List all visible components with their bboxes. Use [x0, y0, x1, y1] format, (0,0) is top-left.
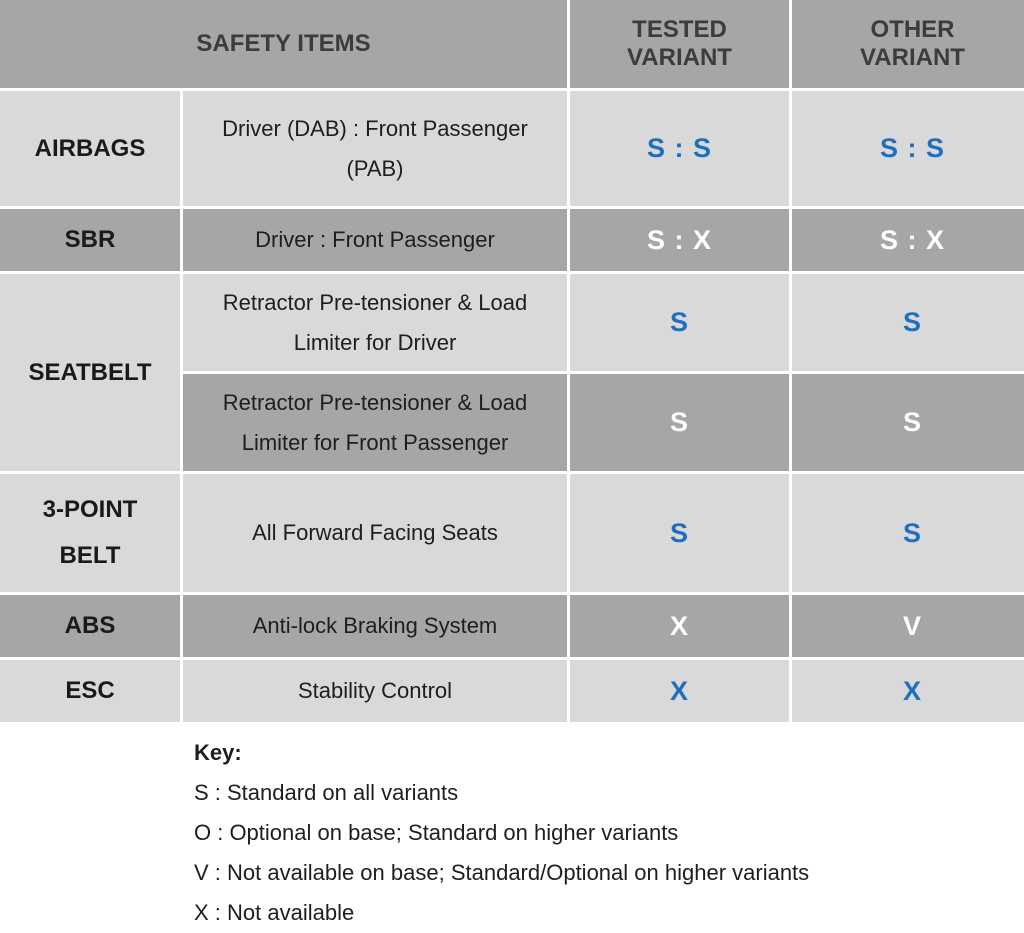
- other-abs-cell: [792, 595, 1024, 657]
- header-tested-line1: TESTED: [632, 16, 727, 43]
- item-airbags: AIRBAGS: [0, 91, 180, 206]
- header-tested-variant: [570, 0, 789, 88]
- tested-airbags-cell: [570, 91, 789, 206]
- other-seatbelt-passenger-value: S: [902, 407, 922, 437]
- tested-sbr-value: S : X: [646, 224, 712, 255]
- key-title: Key:: [194, 740, 242, 765]
- item-seatbelt: SEATBELT: [0, 274, 180, 471]
- key-standard: S : Standard on all variants: [194, 780, 459, 805]
- key-optional: O : Optional on base; Standard on higher variants: [194, 820, 679, 845]
- header-tested-line2: VARIANT: [627, 44, 732, 71]
- item-three-point-belt: [0, 474, 180, 592]
- desc-three-point-belt: All Forward Facing Seats: [183, 474, 567, 592]
- other-airbags-cell: [792, 91, 1024, 206]
- other-seatbelt-driver-cell: [792, 274, 1024, 371]
- item-three-point-line1: 3-POINT: [42, 496, 138, 523]
- tested-airbags-value: S : S: [646, 133, 712, 163]
- desc-sbr: Driver : Front Passenger: [183, 209, 567, 271]
- item-sbr: SBR: [0, 209, 180, 271]
- other-seatbelt-driver-value: S: [902, 307, 922, 337]
- tested-seatbelt-passenger-cell: [570, 374, 789, 471]
- desc-abs: Anti-lock Braking System: [183, 595, 567, 657]
- header-other-line1: OTHER: [870, 16, 955, 43]
- desc-seatbelt-passenger: Retractor Pre-tensioner & Load Limiter for Front Passenger: [183, 374, 567, 471]
- tested-three-point-cell: [570, 474, 789, 592]
- other-esc-value: X: [902, 675, 922, 706]
- header-safety-items: [0, 0, 567, 88]
- other-three-point-value: S: [902, 517, 922, 548]
- key-not-available: X : Not available: [194, 900, 355, 925]
- other-seatbelt-passenger-cell: [792, 374, 1024, 471]
- tested-seatbelt-driver-value: S: [669, 307, 689, 337]
- item-esc: ESC: [0, 660, 180, 722]
- tested-abs-value: X: [669, 610, 689, 641]
- key-not-available-base: V : Not available on base; Standard/Optional on higher variants: [194, 860, 810, 885]
- other-sbr-value: S : X: [879, 224, 945, 255]
- tested-esc-cell: [570, 660, 789, 722]
- tested-three-point-value: S: [669, 517, 689, 548]
- other-sbr-cell: [792, 209, 1024, 271]
- tested-sbr-cell: [570, 209, 789, 271]
- tested-seatbelt-passenger-value: S: [669, 407, 689, 437]
- desc-esc: Stability Control: [183, 660, 567, 722]
- header-other-variant: [792, 0, 1024, 88]
- tested-esc-value: X: [669, 675, 689, 706]
- other-airbags-value: S : S: [879, 133, 945, 163]
- other-abs-value: V: [902, 610, 922, 641]
- header-other-line2: VARIANT: [860, 44, 965, 71]
- other-three-point-cell: [792, 474, 1024, 592]
- other-esc-cell: [792, 660, 1024, 722]
- desc-airbags: Driver (DAB) : Front Passenger (PAB): [183, 91, 567, 206]
- header-safety-items-label: SAFETY ITEMS: [196, 30, 371, 57]
- tested-abs-cell: [570, 595, 789, 657]
- key-legend: [194, 733, 809, 933]
- tested-seatbelt-driver-cell: [570, 274, 789, 371]
- item-three-point-line2: BELT: [59, 542, 121, 569]
- desc-seatbelt-driver: Retractor Pre-tensioner & Load Limiter for Driver: [183, 274, 567, 371]
- item-abs: ABS: [0, 595, 180, 657]
